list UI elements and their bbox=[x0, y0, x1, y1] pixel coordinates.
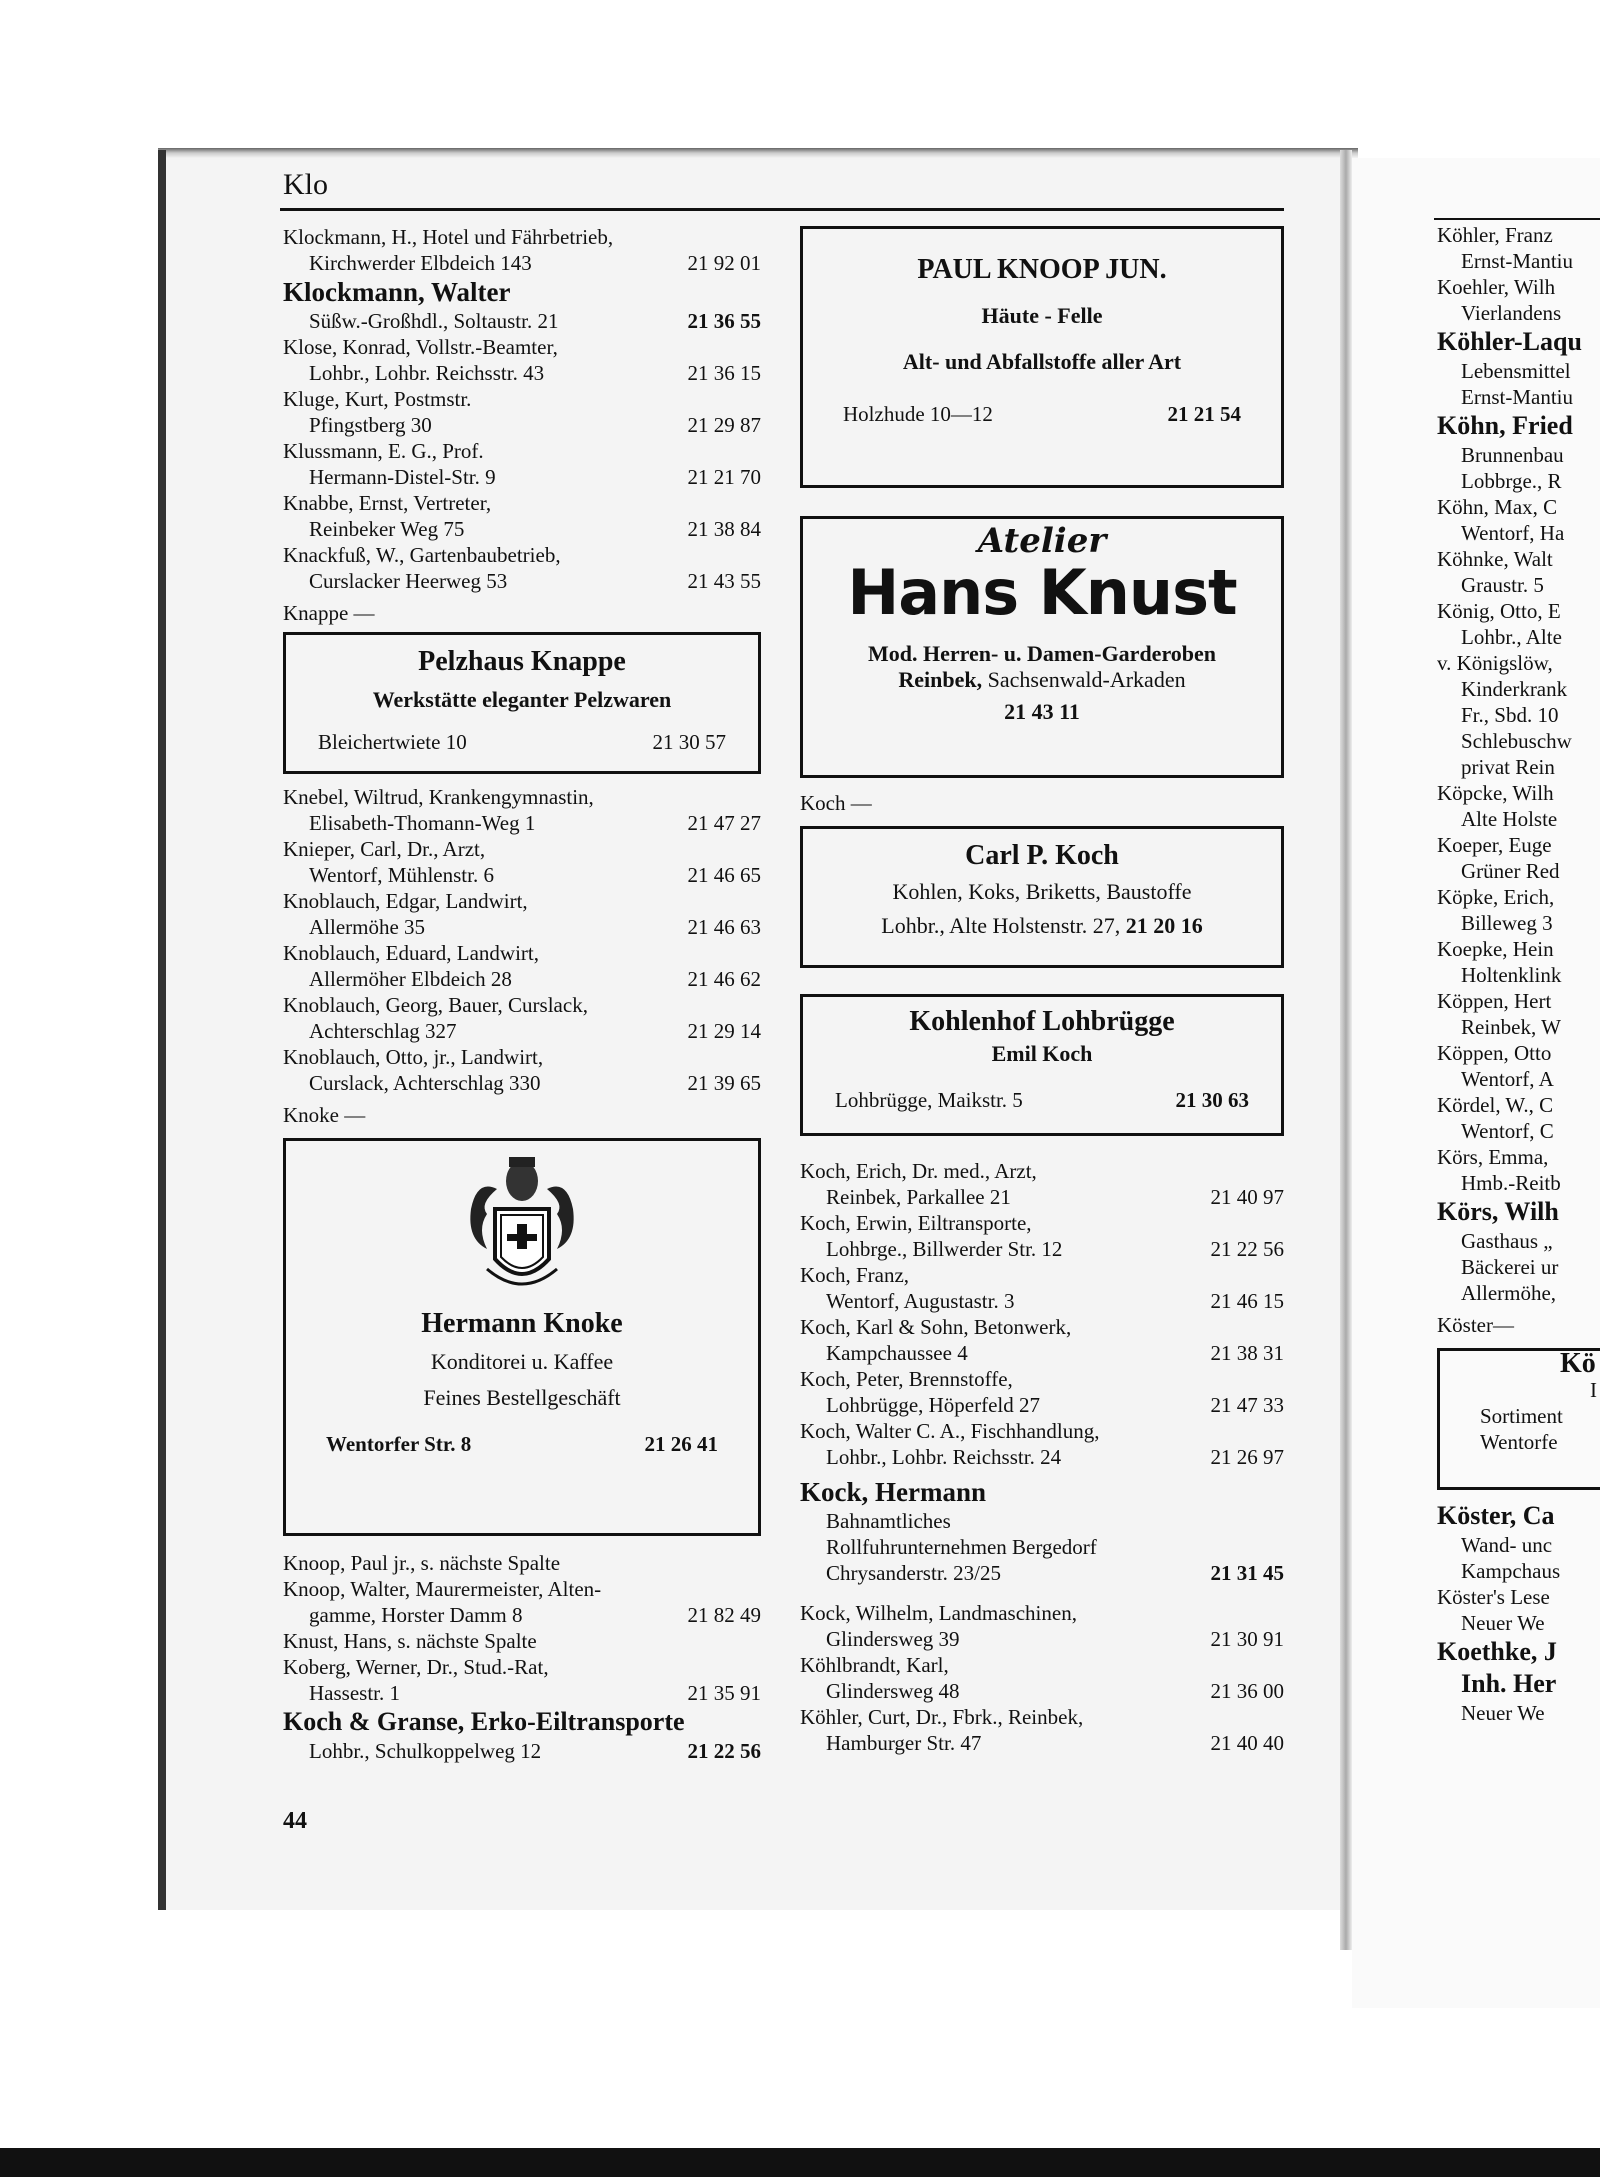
entry-line: Elisabeth-Thomann-Weg 1 bbox=[309, 811, 536, 835]
entry-line: Ernst-Mantiu bbox=[1461, 249, 1573, 273]
directory-entry bbox=[800, 1600, 1284, 1652]
directory-entry bbox=[283, 1550, 761, 1576]
entry-line: Koeper, Euge bbox=[1437, 833, 1552, 857]
entry-phone: 21 22 56 bbox=[1210, 1237, 1284, 1261]
entry-line: Allermöhe 35 bbox=[309, 915, 426, 939]
entry-line: Hmb.-Reitb bbox=[1461, 1171, 1561, 1195]
entry-phone: 21 38 84 bbox=[687, 517, 761, 541]
entry-line: Rollfuhrunternehmen Bergedorf bbox=[826, 1535, 1097, 1559]
entry-phone: 21 21 70 bbox=[687, 465, 761, 489]
entry-line: Koethke, J bbox=[1437, 1637, 1557, 1666]
ad-line: Konditorei u. Kaffee bbox=[430, 1349, 614, 1374]
entry-line: Knoblauch, Otto, jr., Landwirt, bbox=[283, 1045, 544, 1069]
directory-entry bbox=[283, 334, 761, 386]
entry-line: Köhler-Laqu bbox=[1437, 327, 1582, 356]
entry-line: Köhn, Max, C bbox=[1437, 495, 1558, 519]
entry-line: Grüner Red bbox=[1461, 859, 1560, 883]
section-koch: Koch — bbox=[800, 791, 872, 815]
ad-footer bbox=[803, 401, 1281, 427]
entry-line: Reinbeker Weg 75 bbox=[309, 517, 465, 541]
entry-line: Holtenklink bbox=[1461, 963, 1562, 987]
ad-line: Häute - Felle bbox=[981, 303, 1103, 328]
ad-line: Emil Koch bbox=[991, 1041, 1093, 1066]
entry-phone: 21 47 33 bbox=[1210, 1393, 1284, 1417]
entry-line: Kampchaussee 4 bbox=[826, 1341, 968, 1365]
entry-phone: 21 22 56 bbox=[687, 1739, 761, 1763]
directory-entry bbox=[283, 224, 761, 276]
ad-title: Carl P. Koch bbox=[965, 840, 1119, 871]
entry-koch-granse bbox=[283, 1706, 761, 1764]
ad-address: Holzhude 10—12 bbox=[843, 402, 993, 426]
entry-line: Lebensmittel bbox=[1461, 359, 1571, 383]
page-header: Klo bbox=[283, 168, 328, 201]
entry-line: Kinderkrank bbox=[1461, 677, 1568, 701]
entry-phone: 21 46 65 bbox=[687, 863, 761, 887]
header-rule bbox=[280, 208, 1284, 211]
directory-entry bbox=[283, 992, 761, 1044]
entry-phone: 21 40 97 bbox=[1210, 1185, 1284, 1209]
directory-entry bbox=[283, 386, 761, 438]
entry-phone: 21 47 27 bbox=[687, 811, 761, 835]
ad-phone: 21 26 41 bbox=[644, 1432, 718, 1456]
entry-list bbox=[800, 1600, 1284, 1756]
entry-line: Knoblauch, Edgar, Landwirt, bbox=[283, 889, 528, 913]
ad-footer bbox=[286, 729, 758, 755]
scan-bottom-border bbox=[0, 2148, 1600, 2177]
directory-entry bbox=[283, 888, 761, 940]
entry-line: Koehler, Wilh bbox=[1437, 275, 1556, 299]
entry-list bbox=[283, 224, 761, 594]
entry-phone: 21 46 62 bbox=[687, 967, 761, 991]
entry-line: Reinbek, W bbox=[1461, 1015, 1561, 1039]
ad-line: Sortiment bbox=[1480, 1404, 1563, 1428]
ad-line bbox=[803, 667, 1281, 693]
entry-line: Billeweg 3 bbox=[1461, 911, 1553, 935]
entry-line: Hassestr. 1 bbox=[309, 1681, 400, 1705]
entry-line: Graustr. 5 bbox=[1461, 573, 1544, 597]
entry-line: Koch, Erich, Dr. med., Arzt, bbox=[800, 1159, 1037, 1183]
ad-footer bbox=[803, 1087, 1281, 1113]
entry-phone: 21 40 40 bbox=[1210, 1731, 1284, 1755]
entry-phone: 21 29 14 bbox=[687, 1019, 761, 1043]
directory-entry bbox=[283, 784, 761, 836]
entry-name: Kock, Hermann bbox=[800, 1477, 986, 1507]
entry-line: gamme, Horster Damm 8 bbox=[309, 1603, 523, 1627]
entry-line: Lohbr., Schulkoppelweg 12 bbox=[309, 1739, 542, 1763]
entry-line: Wentorf, Mühlenstr. 6 bbox=[309, 863, 494, 887]
entry-line: Koch, Franz, bbox=[800, 1263, 910, 1287]
page-number: 44 bbox=[283, 1808, 307, 1834]
entry-line: Körs, Emma, bbox=[1437, 1145, 1549, 1169]
entry-list bbox=[283, 1550, 761, 1706]
directory-entry bbox=[800, 1652, 1284, 1704]
ad-line: I bbox=[1590, 1378, 1597, 1402]
entry-line: Klose, Konrad, Vollstr.-Beamter, bbox=[283, 335, 558, 359]
book-spine bbox=[1340, 150, 1352, 1950]
entry-line: Köhler, Curt, Dr., Fbrk., Reinbek, bbox=[800, 1705, 1084, 1729]
entry-phone: 21 36 00 bbox=[1210, 1679, 1284, 1703]
entry-phone: 21 31 45 bbox=[1210, 1561, 1284, 1585]
entry-line: Knoblauch, Eduard, Landwirt, bbox=[283, 941, 540, 965]
entry-line: Lohbr., Lohbr. Reichsstr. 43 bbox=[309, 361, 545, 385]
entry-line: König, Otto, E bbox=[1437, 599, 1561, 623]
ad-hans-knust bbox=[800, 516, 1284, 778]
entry-line: Knoop, Walter, Maurermeister, Alten- bbox=[283, 1577, 602, 1601]
page-edge-top bbox=[158, 148, 1358, 158]
directory-entry bbox=[800, 1314, 1284, 1366]
ad-footer bbox=[286, 1431, 758, 1457]
ad-koester bbox=[1437, 1348, 1600, 1490]
directory-entry bbox=[283, 542, 761, 594]
entry-line: Koberg, Werner, Dr., Stud.-Rat, bbox=[283, 1655, 549, 1679]
ad-phone: 21 30 63 bbox=[1175, 1088, 1249, 1112]
entry-line: Vierlandens bbox=[1461, 301, 1562, 325]
entry-line: Chrysanderstr. 23/25 bbox=[826, 1561, 1001, 1585]
entry-line: Wand- unc bbox=[1461, 1533, 1553, 1557]
entry-line: Lohbrge., Billwerder Str. 12 bbox=[826, 1237, 1063, 1261]
page-edge-left bbox=[158, 150, 166, 1910]
entry-line: Koch, Erwin, Eiltransporte, bbox=[800, 1211, 1032, 1235]
entry-name: Klockmann, Walter bbox=[283, 277, 511, 307]
entry-line: Hermann-Distel-Str. 9 bbox=[309, 465, 496, 489]
entry-phone: 21 82 49 bbox=[687, 1603, 761, 1627]
entry-line: Reinbek, Parkallee 21 bbox=[826, 1185, 1011, 1209]
ad-line-bold: Reinbek, bbox=[898, 667, 983, 692]
entry-line: Koch, Peter, Brennstoffe, bbox=[800, 1367, 1013, 1391]
entry-line: Lohbr., Lohbr. Reichsstr. 24 bbox=[826, 1445, 1062, 1469]
column-left bbox=[283, 224, 761, 1764]
directory-entry bbox=[283, 276, 761, 334]
entry-line: Bäckerei ur bbox=[1461, 1255, 1559, 1279]
ad-subtitle: Werkstätte eleganter Pelzwaren bbox=[372, 687, 672, 712]
entry-kock-hermann bbox=[800, 1476, 1284, 1586]
entry-line: Gasthaus „ bbox=[1461, 1229, 1553, 1253]
ad-address: Bleichertwiete 10 bbox=[318, 730, 467, 754]
entry-line: Curslacker Heerweg 53 bbox=[309, 569, 508, 593]
section-knappe: Knappe — bbox=[283, 601, 375, 625]
entry-phone: 21 92 01 bbox=[687, 251, 761, 275]
entry-phone: 21 36 15 bbox=[687, 361, 761, 385]
entry-line: Curslack, Achterschlag 330 bbox=[309, 1071, 541, 1095]
entry-phone: 21 46 15 bbox=[1210, 1289, 1284, 1313]
entry-line: Knabbe, Ernst, Vertreter, bbox=[283, 491, 492, 515]
directory-entry bbox=[283, 1576, 761, 1628]
directory-entry bbox=[283, 940, 761, 992]
entry-phone: 21 36 55 bbox=[687, 309, 761, 333]
entry-line: Neuer We bbox=[1461, 1611, 1545, 1635]
entry-line: Knackfuß, W., Gartenbaubetrieb, bbox=[283, 543, 561, 567]
ad-line: Wentorfe bbox=[1480, 1430, 1558, 1454]
entry-line: Köster— bbox=[1437, 1313, 1514, 1337]
entry-line: Köpke, Erich, bbox=[1437, 885, 1555, 909]
entry-line: Kock, Wilhelm, Landmaschinen, bbox=[800, 1601, 1077, 1625]
entry-line: Brunnenbau bbox=[1461, 443, 1564, 467]
column-middle bbox=[800, 226, 1284, 1756]
entry-line: Köpcke, Wilh bbox=[1437, 781, 1554, 805]
entry-list bbox=[283, 784, 761, 1096]
entry-phone: 21 29 87 bbox=[687, 413, 761, 437]
entry-line: Kampchaus bbox=[1461, 1559, 1561, 1583]
entry-line: Köster's Lese bbox=[1437, 1585, 1550, 1609]
entry-line: Achterschlag 327 bbox=[309, 1019, 457, 1043]
entry-line: Allermöhe, bbox=[1461, 1281, 1557, 1305]
facing-page-rule bbox=[1434, 218, 1600, 220]
ad-logo: Hans Knust bbox=[847, 556, 1237, 629]
entry-line: Fr., Sbd. 10 bbox=[1461, 703, 1559, 727]
entry-line: Schlebuschw bbox=[1461, 729, 1572, 753]
entry-line: Lohbrügge, Höperfeld 27 bbox=[826, 1393, 1041, 1417]
directory-entry bbox=[283, 490, 761, 542]
directory-entry bbox=[800, 1418, 1284, 1470]
entry-line: Hamburger Str. 47 bbox=[826, 1731, 982, 1755]
ad-line: Kohlen, Koks, Briketts, Baustoffe bbox=[892, 879, 1192, 904]
column-right-cropped bbox=[1437, 222, 1600, 1726]
entry-line: Ernst-Mantiu bbox=[1461, 385, 1573, 409]
ad-kohlenhof-lohbruegge bbox=[800, 994, 1284, 1136]
entry-line: Knoblauch, Georg, Bauer, Curslack, bbox=[283, 993, 588, 1017]
ad-line: Feines Bestellgeschäft bbox=[423, 1385, 621, 1410]
ad-title: Hermann Knoke bbox=[421, 1308, 623, 1339]
entry-line: v. Königslöw, bbox=[1437, 651, 1553, 675]
ad-address: Lohbr., Alte Holstenstr. 27, bbox=[881, 913, 1121, 938]
entry-line: Kördel, W., C bbox=[1437, 1093, 1554, 1117]
ad-carl-koch bbox=[800, 826, 1284, 968]
entry-line: privat Rein bbox=[1461, 755, 1555, 779]
section-knoke: Knoke — bbox=[283, 1103, 366, 1127]
entry-line: Inh. Her bbox=[1461, 1669, 1557, 1698]
entry-list bbox=[800, 1158, 1284, 1470]
entry-line: Knieper, Carl, Dr., Arzt, bbox=[283, 837, 486, 861]
ad-phone: 21 30 57 bbox=[652, 730, 726, 754]
entry-line: Köhlbrandt, Karl, bbox=[800, 1653, 949, 1677]
ad-line-rest: Sachsenwald-Arkaden bbox=[987, 667, 1186, 692]
ad-phone: 21 43 11 bbox=[1004, 699, 1080, 724]
entry-line: Köhnke, Walt bbox=[1437, 547, 1553, 571]
ad-phone: 21 20 16 bbox=[1125, 913, 1203, 938]
ad-line: Alt- und Abfallstoffe aller Art bbox=[902, 349, 1182, 374]
directory-entry bbox=[800, 1704, 1284, 1756]
entry-name: Koch & Granse, Erko-Eiltransporte bbox=[283, 1707, 685, 1736]
directory-entry bbox=[283, 1654, 761, 1706]
entry-line: Allermöher Elbdeich 28 bbox=[309, 967, 512, 991]
directory-entry bbox=[283, 1628, 761, 1654]
ad-line: Mod. Herren- u. Damen-Garderoben bbox=[867, 641, 1217, 666]
ad-pelzhaus-knappe bbox=[283, 632, 761, 774]
entry-line: Bahnamtliches bbox=[826, 1509, 951, 1533]
ad-hermann-knoke bbox=[283, 1138, 761, 1536]
entry-line: Köppen, Hert bbox=[1437, 989, 1552, 1013]
ad-paul-knoop bbox=[800, 226, 1284, 488]
entry-line: Köppen, Otto bbox=[1437, 1041, 1552, 1065]
entry-line: Knust, Hans, s. nächste Spalte bbox=[283, 1629, 537, 1653]
entry-line: Koch, Walter C. A., Fischhandlung, bbox=[800, 1419, 1100, 1443]
entry-line: Klockmann, H., Hotel und Fährbetrieb, bbox=[283, 225, 614, 249]
directory-entry bbox=[283, 1044, 761, 1096]
entry-line: Lobbrge., R bbox=[1461, 469, 1562, 493]
entry-line: Körs, Wilh bbox=[1437, 1197, 1559, 1226]
entry-list bbox=[1437, 222, 1600, 1338]
ad-title: PAUL KNOOP JUN. bbox=[917, 254, 1167, 285]
entry-line: Glindersweg 48 bbox=[826, 1679, 960, 1703]
entry-line: Wentorf, A bbox=[1461, 1067, 1554, 1091]
entry-phone: 21 38 31 bbox=[1210, 1341, 1284, 1365]
directory-entry bbox=[283, 836, 761, 888]
entry-line: Pfingstberg 30 bbox=[309, 413, 432, 437]
directory-entry bbox=[800, 1262, 1284, 1314]
entry-phone: 21 43 55 bbox=[687, 569, 761, 593]
entry-line: Glindersweg 39 bbox=[826, 1627, 960, 1651]
entry-line: Lohbr., Alte bbox=[1461, 625, 1562, 649]
ad-title: Pelzhaus Knappe bbox=[418, 646, 626, 677]
entry-list bbox=[1437, 1500, 1600, 1726]
entry-line: Koch, Karl & Sohn, Betonwerk, bbox=[800, 1315, 1072, 1339]
entry-line: Wentorf, Ha bbox=[1461, 521, 1565, 545]
entry-phone: 21 35 91 bbox=[687, 1681, 761, 1705]
entry-phone: 21 26 97 bbox=[1210, 1445, 1284, 1469]
directory-entry bbox=[800, 1158, 1284, 1210]
entry-line: Knoop, Paul jr., s. nächste Spalte bbox=[283, 1551, 561, 1575]
ad-script: Atelier bbox=[977, 521, 1107, 561]
ad-title: Kö bbox=[1560, 1348, 1596, 1379]
directory-entry bbox=[800, 1366, 1284, 1418]
directory-entry bbox=[800, 1210, 1284, 1262]
entry-line: Köhler, Franz bbox=[1437, 223, 1553, 247]
entry-line: Kirchwerder Elbdeich 143 bbox=[309, 251, 532, 275]
entry-line: Koepke, Hein bbox=[1437, 937, 1554, 961]
entry-line: Kluge, Kurt, Postmstr. bbox=[283, 387, 472, 411]
entry-line: Köhn, Fried bbox=[1437, 411, 1573, 440]
ad-address: Wentorfer Str. 8 bbox=[326, 1432, 472, 1456]
entry-line: Süßw.-Großhdl., Soltaustr. 21 bbox=[309, 309, 559, 333]
ad-address: Lohbrügge, Maikstr. 5 bbox=[835, 1088, 1023, 1112]
coat-of-arms-icon bbox=[457, 1149, 587, 1299]
entry-line: Neuer We bbox=[1461, 1701, 1545, 1725]
directory-entry bbox=[283, 438, 761, 490]
ad-footer bbox=[803, 913, 1281, 939]
entry-phone: 21 39 65 bbox=[687, 1071, 761, 1095]
entry-line: Köster, Ca bbox=[1437, 1501, 1555, 1530]
entry-line: Wentorf, Augustastr. 3 bbox=[826, 1289, 1015, 1313]
ad-title: Kohlenhof Lohbrügge bbox=[909, 1006, 1175, 1037]
entry-line: Wentorf, C bbox=[1461, 1119, 1554, 1143]
ad-phone: 21 21 54 bbox=[1167, 402, 1241, 426]
entry-line: Knebel, Wiltrud, Krankengymnastin, bbox=[283, 785, 594, 809]
entry-phone: 21 46 63 bbox=[687, 915, 761, 939]
entry-line: Klussmann, E. G., Prof. bbox=[283, 439, 484, 463]
entry-phone: 21 30 91 bbox=[1210, 1627, 1284, 1651]
entry-line: Alte Holste bbox=[1461, 807, 1558, 831]
